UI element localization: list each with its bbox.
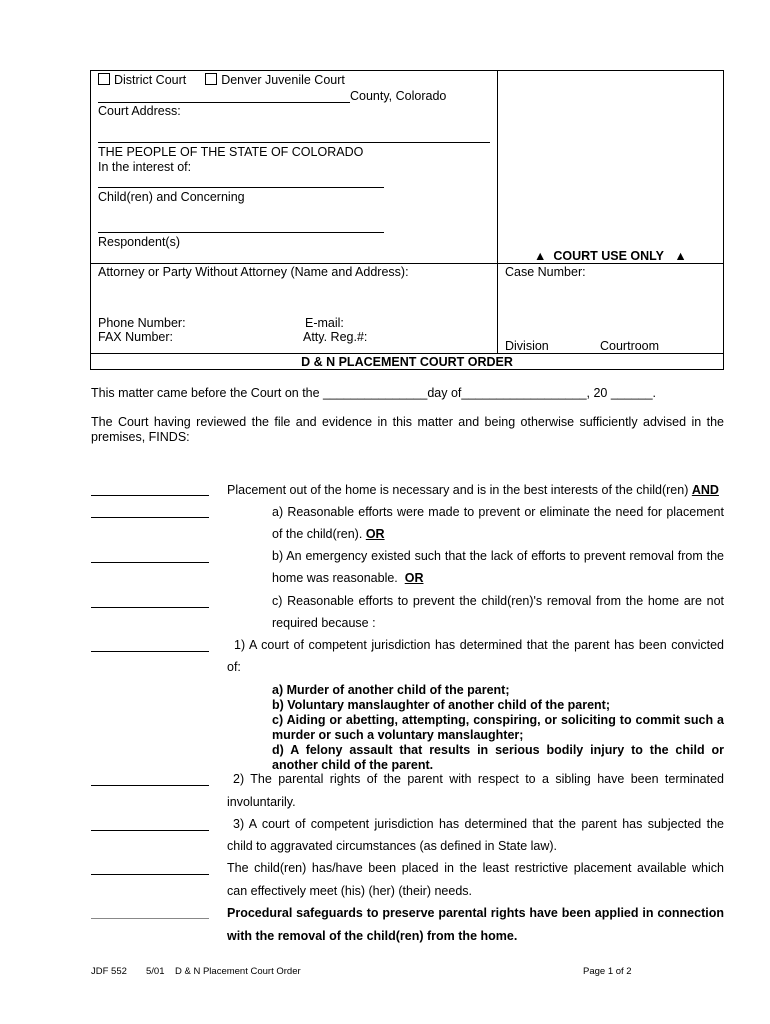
safeguards-line1: Procedural safeguards to preserve parental rights have been applied in connection [227,906,724,920]
courtroom-label: Courtroom [600,339,660,353]
n3-line2: child to aggravated circumstances (as defined in State law). [227,839,558,853]
b-line1: b) An emergency existed such that the lack of efforts to prevent removal from the [272,549,724,563]
court-having-line2: premises, FINDS: [91,430,190,444]
court-use-only [534,249,687,264]
county-label: County, Colorado [350,89,447,103]
b-line2 [272,571,423,586]
a-line1: a) Reasonable efforts were made to prevent or eliminate the need for placement [272,505,724,519]
matter-came-text: This matter came before the Court on the _______________day of__________________, 20 ______. [91,386,657,400]
respondent-name-blank[interactable] [98,232,384,233]
least-restrictive-line1: The child(ren) has/have been placed in the least restrictive placement available which [227,861,724,875]
child-name-blank[interactable] [98,187,384,188]
phone-label: Phone Number: [98,316,186,330]
district-court-label: District Court [114,73,187,87]
n1-line2: of: [227,660,241,674]
n3-line1: 3) A court of competent jurisdiction has determined that the parent has subjected the [233,817,724,831]
county-blank[interactable] [98,102,350,103]
n2-line1: 2) The parental rights of the parent with respect to a sibling have been terminated [233,772,724,786]
fax-label: FAX Number: [98,330,174,344]
triangle-up-icon: ▲ [674,249,687,263]
safeguards-line2: with the removal of the child(ren) from the home. [227,929,518,943]
n2-line2: involuntarily. [227,795,296,809]
or-connector-b: OR [404,571,424,585]
b-line2-text: home was reasonable. [272,571,398,585]
form-title: D & N PLACEMENT COURT ORDER [301,355,513,369]
district-court-checkbox[interactable] [98,73,110,85]
footer-date: 5/01 [146,966,165,977]
finding-blank-safeguards[interactable] [91,918,209,919]
case-number-label: Case Number: [505,265,586,279]
court-address-label: Court Address: [98,104,181,118]
sub-c-line1: c) Aiding or abetting, attempting, conspiring, or soliciting to commit such a [272,713,724,727]
finding-blank-b[interactable] [91,562,209,563]
court-checkboxes [98,73,345,88]
finding-blank-2[interactable] [91,785,209,786]
respondents-label: Respondent(s) [98,235,180,249]
footer-form-id: JDF 552 [91,966,127,977]
triangle-up-icon: ▲ [534,249,547,263]
footer-page: Page 1 of 2 [583,966,632,977]
sub-a: a) Murder of another child of the parent; [272,683,510,697]
sub-b: b) Voluntary manslaughter of another child of the parent; [272,698,610,712]
sub-d-line2: another child of the parent. [272,758,434,772]
placement-finding [227,483,719,498]
division-label: Division [505,339,549,353]
interest-of-label: In the interest of: [98,160,192,174]
caption-divider [497,70,498,353]
placement-text: Placement out of the home is necessary and is in the best interests of the child(ren) [227,483,689,497]
finding-blank-1[interactable] [91,651,209,652]
finding-blank-3[interactable] [91,830,209,831]
juvenile-court-label: Denver Juvenile Court [221,73,345,87]
sub-d-line1: d) A felony assault that results in serious bodily injury to the child or [272,743,724,757]
sub-c-line2: murder or such a voluntary manslaughter; [272,728,524,742]
atty-reg-label: Atty. Reg.#: [303,330,368,344]
court-address-blank[interactable] [98,142,490,143]
and-connector: AND [691,483,719,497]
court-use-only-label: COURT USE ONLY [553,249,664,263]
c-line2: required because : [272,616,376,630]
people-label: THE PEOPLE OF THE STATE OF COLORADO [98,145,364,159]
children-concerning-label: Child(ren) and Concerning [98,190,245,204]
a-line2-text: of the child(ren). [272,527,363,541]
attorney-label: Attorney or Party Without Attorney (Name and Address): [98,265,409,279]
juvenile-court-checkbox[interactable] [205,73,217,85]
n1-line1: 1) A court of competent jurisdiction has determined that the parent has been convicted [234,638,724,652]
finding-blank-placement[interactable] [91,495,209,496]
a-line2 [272,527,385,542]
finding-blank-c[interactable] [91,607,209,608]
or-connector-a: OR [365,527,385,541]
least-restrictive-line2: can effectively meet (his) (her) (their) needs. [227,884,473,898]
footer-form-name: D & N Placement Court Order [175,966,301,977]
finding-blank-least-restrictive[interactable] [91,874,209,875]
finding-blank-a[interactable] [91,517,209,518]
court-having-line1: The Court having reviewed the file and evidence in this matter and being otherwise sufficiently advised in the [91,415,724,429]
c-line1: c) Reasonable efforts to prevent the child(ren)'s removal from the home are not [272,594,724,608]
email-label: E-mail: [305,316,344,330]
